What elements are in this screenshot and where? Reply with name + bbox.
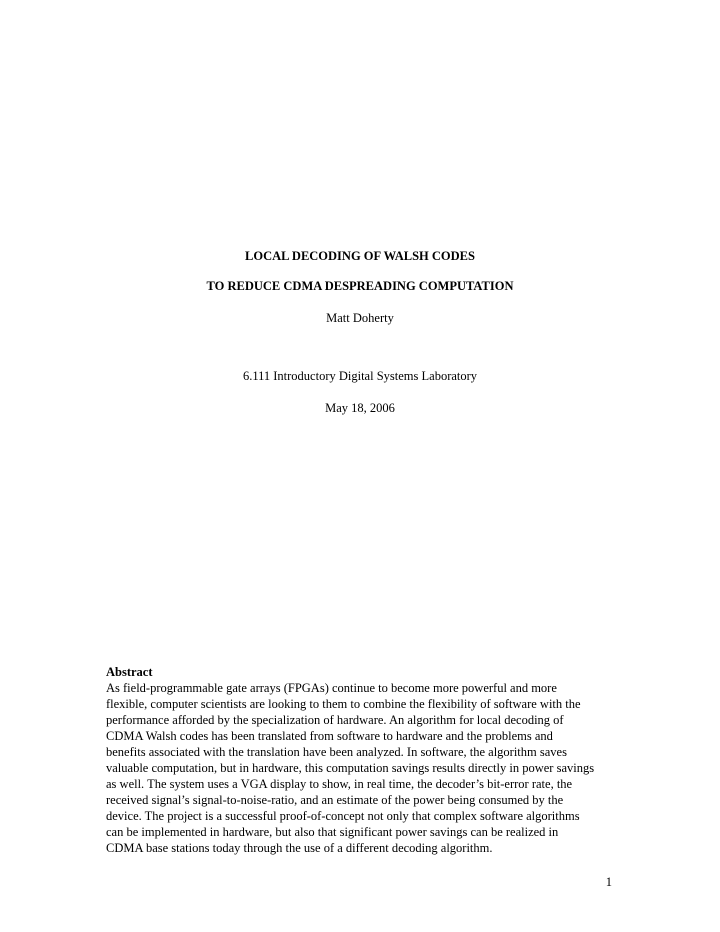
abstract-line: device. The project is a successful proof-of-concept not only that complex software algorithms: [106, 809, 580, 823]
title-line-2: TO REDUCE CDMA DESPREADING COMPUTATION: [206, 279, 514, 293]
abstract-line: valuable computation, but in hardware, this computation savings results directly in power savings: [106, 761, 595, 775]
page-number: 1: [605, 875, 612, 889]
abstract-line: flexible, computer scientists are looking to them to combine the flexibility of software with the: [106, 697, 581, 711]
title-line-1: LOCAL DECODING OF WALSH CODES: [245, 249, 475, 263]
abstract-line: CDMA Walsh codes has been translated from software to hardware and the problems and: [106, 729, 553, 743]
abstract-line: CDMA base stations today through the use of a different decoding algorithm.: [106, 841, 493, 855]
abstract-line: As field-programmable gate arrays (FPGAs) continue to become more powerful and more: [106, 681, 557, 695]
course-name: 6.111 Introductory Digital Systems Laboratory: [242, 369, 478, 383]
abstract-line: can be implemented in hardware, but also that significant power savings can be realized in: [106, 825, 559, 839]
abstract-body: [106, 680, 626, 856]
author-name: Matt Doherty: [326, 311, 394, 325]
abstract-line: performance afforded by the specialization of hardware. An algorithm for local decoding of: [106, 713, 564, 727]
abstract-line: received signal’s signal-to-noise-ratio, and an estimate of the power being consumed by the: [106, 793, 564, 807]
document-date: May 18, 2006: [325, 401, 395, 415]
abstract-heading: Abstract: [106, 665, 153, 679]
abstract-line: benefits associated with the translation have been analyzed. In software, the algorithm saves: [106, 745, 567, 759]
abstract-line: as well. The system uses a VGA display to show, in real time, the decoder’s bit-error rate, the: [106, 777, 573, 791]
